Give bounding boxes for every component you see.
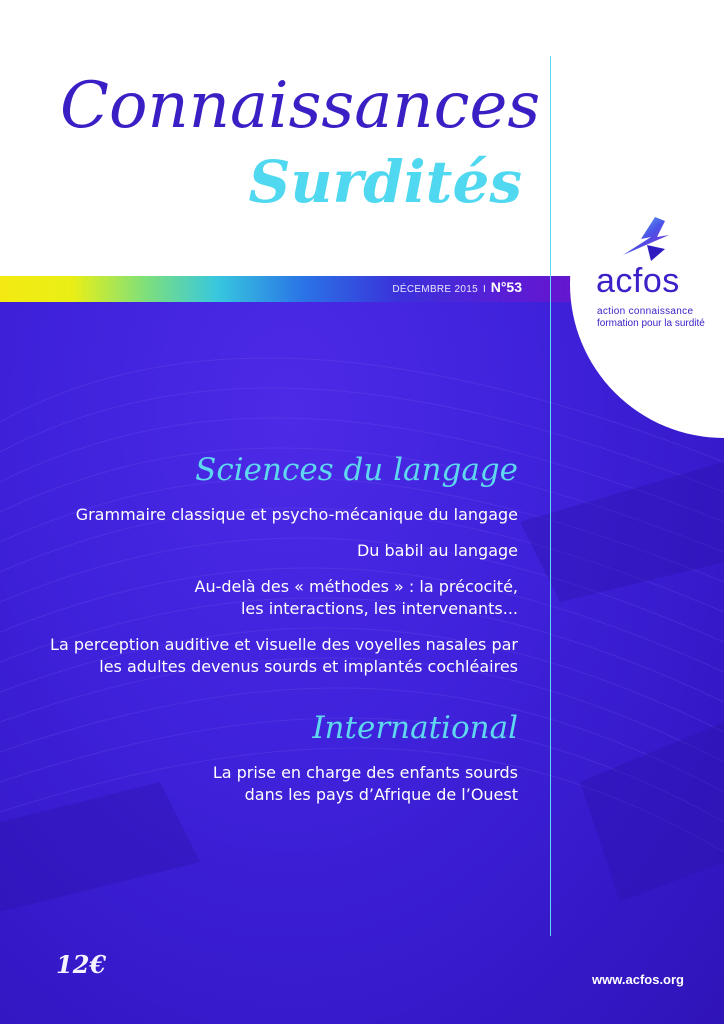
- price-label: 12€: [56, 950, 107, 979]
- article-afrique: [40, 762, 518, 806]
- logo-tagline-line2: formation pour la surdité: [597, 318, 705, 329]
- article-grammaire: [40, 504, 518, 526]
- section-title-sciences: Sciences du langage: [195, 452, 518, 488]
- vertical-accent-line: [550, 56, 551, 936]
- article-line: Du babil au langage: [356, 541, 518, 560]
- title-surdites: Surdités: [248, 148, 522, 216]
- article-line: les adultes devenus sourds et implantés cochléaires: [99, 657, 518, 676]
- logo-wordmark: acfos: [596, 262, 680, 300]
- issue-separator: I: [482, 284, 486, 295]
- website-link[interactable]: www.acfos.org: [592, 972, 684, 987]
- article-line: les interactions, les intervenants...: [240, 599, 518, 618]
- logo-tagline-line1: action connaissance: [597, 306, 694, 317]
- table-of-contents: [40, 450, 518, 806]
- issue-info: [360, 279, 522, 297]
- article-perception: [40, 634, 518, 678]
- title-connaissances: Connaissances: [60, 69, 541, 143]
- article-line: Au-delà des « méthodes » : la précocité,: [194, 577, 518, 596]
- section-title-international: International: [312, 710, 518, 746]
- article-methodes: [40, 576, 518, 620]
- issue-number: N°53: [490, 279, 522, 295]
- article-line: La perception auditive et visuelle des voyelles nasales par: [50, 635, 518, 654]
- article-line: Grammaire classique et psycho-mécanique du langage: [75, 505, 518, 524]
- issue-date: DÉCEMBRE 2015: [392, 284, 478, 295]
- article-babil: [40, 540, 518, 562]
- article-line: dans les pays d’Afrique de l’Ouest: [244, 785, 518, 804]
- article-line: La prise en charge des enfants sourds: [212, 763, 518, 782]
